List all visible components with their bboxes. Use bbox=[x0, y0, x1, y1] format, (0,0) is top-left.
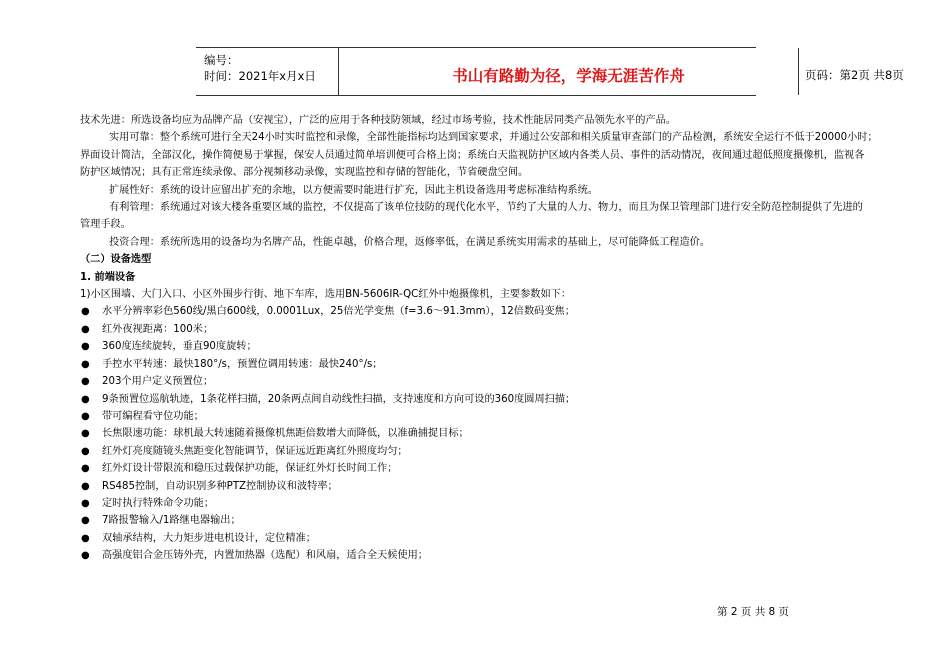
bullet-item bbox=[80, 391, 880, 408]
bullet-icon: ● bbox=[81, 428, 90, 440]
bullet-item bbox=[80, 303, 880, 320]
bullet-item bbox=[80, 478, 880, 495]
header-motto-cell bbox=[339, 48, 799, 95]
page-footer: 第 2 页 共 8 页 bbox=[717, 606, 790, 618]
bullet-icon: ● bbox=[81, 480, 90, 492]
bullet-icon: ● bbox=[81, 497, 90, 509]
bullet-text: 红外夜视距离：100米； bbox=[102, 323, 214, 335]
bullet-item bbox=[80, 373, 880, 390]
bullet-list bbox=[80, 303, 880, 564]
bullet-text: 水平分辨率彩色560线/黑白600线，0.0001Lux，25倍光学变焦（f=3.6～91.3mm），12倍数码变焦； bbox=[102, 306, 575, 318]
bullet-text: 红外灯亮度随镜头焦距变化智能调节，保证远近距离红外照度均匀； bbox=[102, 445, 408, 457]
bullet-text: 带可编程看守位功能； bbox=[102, 410, 204, 422]
doc-time-label: 时间：2021年x月x日 bbox=[204, 69, 316, 83]
bullet-item bbox=[80, 408, 880, 425]
bullet-icon: ● bbox=[81, 515, 90, 527]
bullet-icon: ● bbox=[81, 323, 90, 335]
bullet-text: 长焦限速功能：球机最大转速随着摄像机焦距倍数增大而降低，以准确捕捉目标； bbox=[102, 428, 469, 440]
header-page-cell bbox=[799, 48, 950, 95]
header-table bbox=[196, 47, 904, 96]
bullet-text: 203个用户定义预置位； bbox=[102, 376, 214, 388]
bullet-text: 7路报警输入/1路继电器输出； bbox=[102, 515, 241, 527]
bullet-text: RS485控制，自动识别多种PTZ控制协议和波特率； bbox=[102, 480, 338, 492]
bullet-text: 双轴承结构，大力矩步进电机设计，定位精准； bbox=[102, 532, 316, 544]
bullet-item bbox=[80, 512, 880, 529]
doc-number-label: 编号： bbox=[204, 53, 239, 67]
header-page-label: 页码：第2页 共8页 bbox=[805, 68, 904, 82]
bullet-icon: ● bbox=[81, 358, 90, 370]
subsection-title: 1. 前端设备 bbox=[80, 271, 136, 283]
bullet-icon: ● bbox=[81, 445, 90, 457]
paragraph-investment: 投资合理：系统所选用的设备均为名牌产品，性能卓越，价格合理，返修率低，在满足系统实用需求的基础上，尽可能降低工程造价。 bbox=[109, 236, 711, 248]
bullet-icon: ● bbox=[81, 376, 90, 388]
paragraph-management: 有利管理：系统通过对该大楼各重要区域的监控，不仅提高了该单位技防的现代化水平，节约了大量的人力、物力，而且为保卫管理部门进行安全防范控制提供了先进的 bbox=[109, 202, 863, 214]
bullet-text: 9条预置位巡航轨迹，1条花样扫描，20条两点间自动线性扫描，支持速度和方向可设的360度圆周扫描； bbox=[102, 393, 576, 405]
bullet-icon: ● bbox=[81, 532, 90, 544]
paragraph-management-cont: 管理手段。 bbox=[80, 219, 131, 231]
bullet-icon: ● bbox=[81, 341, 90, 353]
bullet-item bbox=[80, 321, 880, 338]
bullet-text: 定时执行特殊命令功能； bbox=[102, 497, 215, 509]
document-body bbox=[80, 112, 880, 565]
bullet-item bbox=[80, 356, 880, 373]
bullet-icon: ● bbox=[81, 306, 90, 318]
bullet-icon: ● bbox=[81, 410, 90, 422]
section-title: （二）设备选型 bbox=[80, 254, 152, 266]
bullet-item bbox=[80, 425, 880, 442]
bullet-text: 360度连续旋转，垂直90度旋转； bbox=[102, 341, 257, 353]
intro-line: 1)小区围墙、大门入口、小区外围步行街、地下车库，选用BN-5606IR-QC红外中炮摄像机，主要参数如下： bbox=[80, 289, 572, 301]
bullet-text: 红外灯设计带限流和稳压过载保护功能，保证红外灯长时间工作； bbox=[102, 463, 398, 475]
bullet-icon: ● bbox=[81, 550, 90, 562]
bullet-item bbox=[80, 338, 880, 355]
paragraph-advanced: 技术先进：所选设备均应为品牌产品（安视宝），广泛的应用于各种技防领域，经过市场考验，技术性能居同类产品领先水平的产品。 bbox=[80, 115, 676, 126]
bullet-item bbox=[80, 530, 880, 547]
paragraph-reliable-cont-1: 界面设计简洁，全部汉化，操作简便易于掌握，保安人员通过简单培训便可合格上岗；系统白天监视防护区域内各类人员、事件的活动情况，夜间通过超低照度摄像机，监视各 bbox=[80, 149, 865, 161]
header-motto: 书山有路勤为径，学海无涯苦作舟 bbox=[452, 66, 685, 85]
bullet-icon: ● bbox=[81, 463, 90, 475]
paragraph-reliable-cont-2: 防护区域情况；具有正常连续录像、部分视频移动录像，实现监控和存储的智能化，节省硬盘空间。 bbox=[80, 167, 529, 179]
paragraph-extensible: 扩展性好：系统的设计应留出扩充的余地，以方便需要时能进行扩充，因此主机设备选用考虑标准结构系统。 bbox=[109, 184, 598, 196]
bullet-item bbox=[80, 495, 880, 512]
bullet-item bbox=[80, 547, 880, 564]
paragraph-reliable: 实用可靠：整个系统可进行全天24小时实时监控和录像，全部性能指标均达到国家要求，并通过公安部和相关质量审查部门的产品检测，系统安全运行不低于20000小时； bbox=[109, 132, 878, 144]
bullet-item bbox=[80, 443, 880, 460]
header-info-cell bbox=[196, 48, 339, 95]
bullet-icon: ● bbox=[81, 393, 90, 405]
bullet-text: 手控水平转速：最快180°/s，预置位调用转速：最快240°/s； bbox=[102, 358, 383, 370]
bullet-text: 高强度铝合金压铸外壳，内置加热器（选配）和风扇，适合全天候使用； bbox=[102, 550, 428, 562]
bullet-item bbox=[80, 460, 880, 477]
